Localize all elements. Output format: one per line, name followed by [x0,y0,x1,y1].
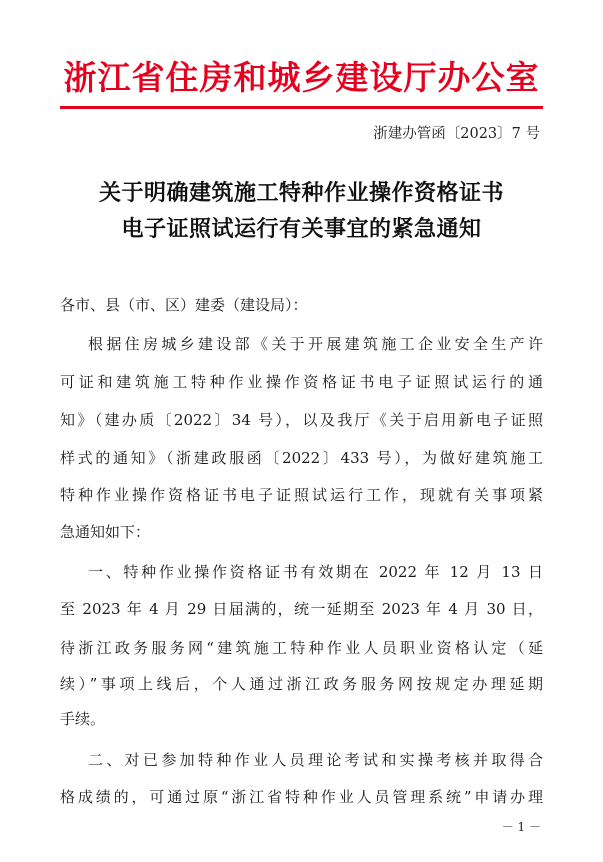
body-line: 一、特种作业操作资格证书有效期在 2022 年 12 月 13 日 [88,563,543,581]
issuing-office-title: 浙江省住房和城乡建设厅办公室 [63,58,540,97]
body-line: 至 2023 年 4 月 29 日届满的，统一延期至 2023 年 4 月 30 日， [60,600,543,618]
body-line: 手续。 [60,710,106,728]
document-number: 浙建办管函〔2023〕7 号 [373,126,540,142]
red-header-rule [60,106,543,109]
body-line: 急通知如下： [60,523,151,541]
body-line: 特种作业操作资格证书电子证照试运行工作，现就有关事项紧 [60,486,543,504]
body-line: 根据住房城乡建设部《关于开展建筑施工企业安全生产许 [88,335,543,353]
salutation: 各市、县（市、区）建委（建设局）： [60,296,308,314]
document-title-line-1: 关于明确建筑施工特种作业操作资格证书 [98,180,504,206]
body-line: 待浙江政务服务网“建筑施工特种作业人员职业资格认定（延 [60,639,543,657]
body-line: 样式的通知》（浙建政服函〔2022〕433 号），为做好建筑施工 [60,449,543,467]
body-line: 续）”事项上线后，个人通过浙江政务服务网按规定办理延期 [60,675,543,693]
body-line: 知》（建办质〔2022〕34 号），以及我厅《关于启用新电子证照 [60,411,543,429]
body-line: 二、对已参加特种作业人员理论考试和实操考核并取得合 [88,751,543,769]
body-line: 格成绩的，可通过原“浙江省特种作业人员管理系统”申请办理 [60,788,543,806]
body-line: 可证和建筑施工特种作业操作资格证书电子证照试运行的通 [60,373,543,391]
page-number: － 1 － [501,820,541,834]
document-title-line-2: 电子证照试运行有关事宜的紧急通知 [121,216,482,242]
